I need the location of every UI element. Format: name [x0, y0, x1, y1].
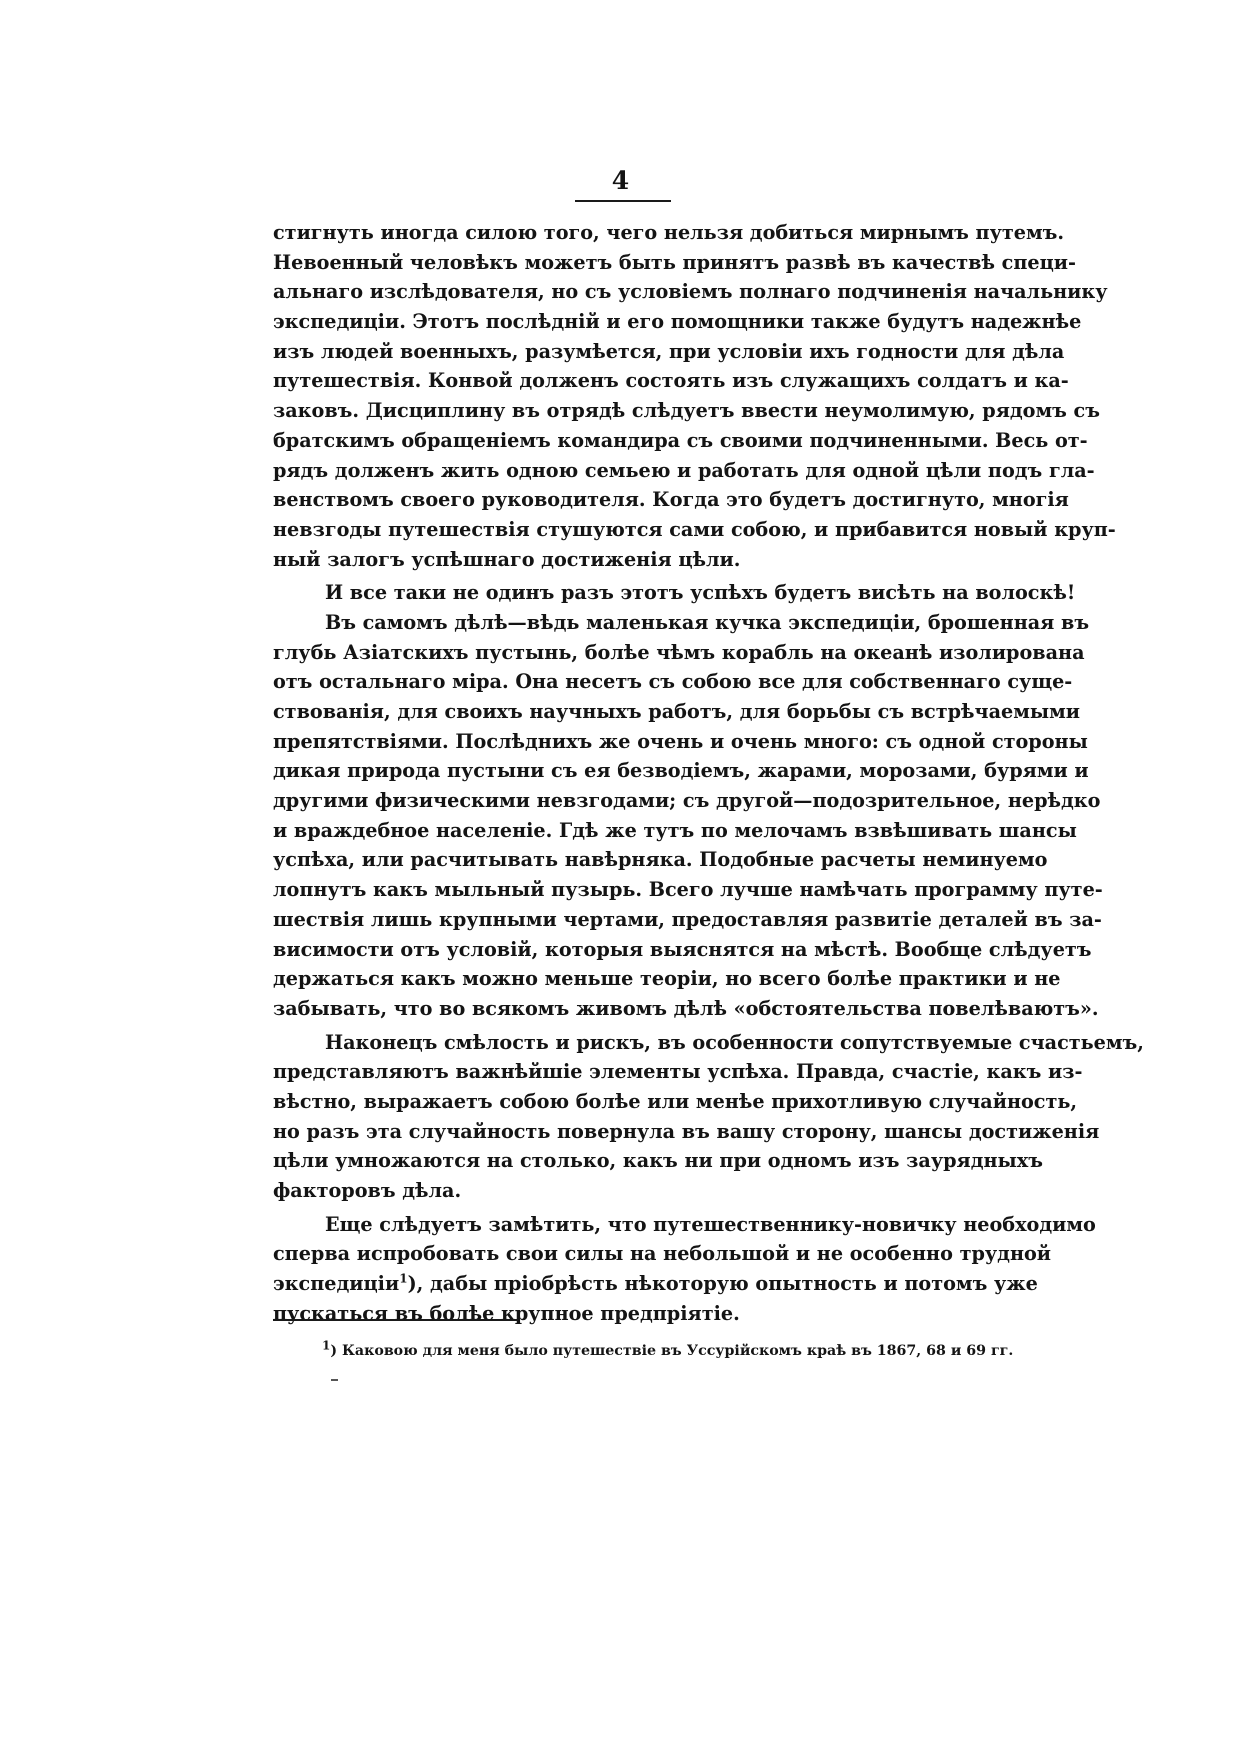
text-line-with-footnote	[273, 1269, 1038, 1299]
text-line: экспедиціи. Этотъ послѣдній и его помощники также будутъ надежнѣе	[273, 310, 1082, 334]
text-line: изъ людей военныхъ, разумѣется, при условіи ихъ годности для дѣла	[273, 339, 1065, 363]
text-line: ный залогъ успѣшнаго достиженія цѣли.	[273, 547, 741, 571]
text-line: Наконецъ смѣлость и рискъ, въ особенности сопутствуемые счастьемъ,	[325, 1030, 1144, 1054]
paragraph	[273, 1210, 1096, 1329]
text-line: заковъ. Дисциплину въ отрядѣ слѣдуетъ ввести неумолимую, рядомъ съ	[273, 399, 1100, 423]
text-line: Въ самомъ дѣлѣ—вѣдь маленькая кучка экспедиціи, брошенная въ	[325, 610, 1090, 634]
footnote	[322, 1338, 1014, 1361]
paragraph	[273, 218, 1116, 574]
text-fragment: ), дабы пріобрѣсть нѣкоторую опытность и потомъ уже	[407, 1272, 1038, 1296]
text-line: ствованія, для своихъ научныхъ работъ, для борьбы съ встрѣчаемыми	[273, 700, 1081, 723]
text-line: лопнутъ какъ мыльный пузырь. Всего лучше намѣчать программу путе-	[273, 878, 1103, 902]
text-line: дикая природа пустыни съ ея безводіемъ, жарами, морозами, бурями и	[273, 759, 1089, 783]
text-line: Еще слѣдуетъ замѣтить, что путешественнику-новичку необходимо	[325, 1212, 1096, 1236]
text-line: глубь Азіатскихъ пустынь, болѣе чѣмъ корабль на океанѣ изолирована	[273, 640, 1085, 664]
text-line: держаться какъ можно меньше теоріи, но всего болѣе практики и не	[273, 967, 1061, 991]
text-line: забывать, что во всякомъ живомъ дѣлѣ «обстоятельства повелѣваютъ».	[273, 996, 1099, 1020]
text-line: вѣстно, выражаетъ собою болѣе или менѣе прихотливую случайность,	[273, 1089, 1078, 1113]
paragraph	[273, 1028, 1144, 1206]
text-line: пускаться въ болѣе крупное предпріятіе.	[273, 1301, 740, 1325]
text-line: путешествія. Конвой долженъ состоять изъ служащихъ солдатъ и ка-	[273, 369, 1069, 393]
text-line: отъ остальнаго міра. Она несетъ съ собою все для собственнаго суще-	[273, 670, 1073, 694]
paragraph	[273, 578, 1076, 608]
text-line: И все таки не одинъ разъ этотъ успѣхъ будетъ висѣть на волоскѣ!	[325, 581, 1076, 605]
text-line: братскимъ обращеніемъ командира съ своими подчиненными. Весь от-	[273, 428, 1088, 452]
text-line: цѣли умножаются на столько, какъ ни при одномъ изъ заурядныхъ	[273, 1149, 1043, 1173]
text-line: но разъ эта случайность повернула въ вашу сторону, шансы достиженія	[273, 1119, 1100, 1143]
text-line: представляютъ важнѣйшіе элементы успѣха. Правда, счастіе, какъ из-	[273, 1060, 1083, 1084]
text-line: препятствіями. Послѣднихъ же очень и очень много: съ одной стороны	[273, 729, 1088, 753]
text-line: и враждебное населеніе. Гдѣ же тутъ по мелочамъ взвѣшивать шансы	[273, 818, 1077, 842]
footnote-separator	[273, 1319, 518, 1321]
text-line: невзгоды путешествія стушуются сами собою, и прибавится новый круп-	[273, 517, 1116, 541]
text-line: другими физическими невзгодами; съ другой—подозрительное, нерѣдко	[273, 789, 1101, 813]
paragraph	[273, 608, 1103, 1024]
footnote-text: ) Каковою для меня было путешествіе въ Уссурійскомъ краѣ въ 1867, 68 и 69 гг.	[330, 1343, 1014, 1359]
text-line: факторовъ дѣла.	[273, 1179, 462, 1202]
text-line: альнаго изслѣдователя, но съ условіемъ полнаго подчиненія начальнику	[273, 280, 1108, 304]
text-line: сперва испробовать свои силы на небольшой и не особенно трудной	[273, 1242, 1052, 1266]
print-speck	[331, 1379, 338, 1381]
text-line: венствомъ своего руководителя. Когда это будетъ достигнуто, многія	[273, 488, 1069, 512]
footnote-reference[interactable]: 1	[399, 1271, 408, 1286]
body-text	[273, 218, 1144, 1328]
text-line: стигнуть иногда силою того, чего нельзя добиться мирнымъ путемъ.	[273, 221, 1065, 244]
text-line: висимости отъ условій, которыя выяснятся на мѣстѣ. Вообще слѣдуетъ	[273, 937, 1092, 961]
text-line: рядъ долженъ жить одною семьею и работать для одной цѣли подъ гла-	[273, 458, 1095, 482]
page-number: 4	[611, 166, 630, 195]
page-number-rule	[575, 200, 671, 202]
text-line: успѣха, или расчитывать навѣрняка. Подобные расчеты неминуемо	[273, 848, 1048, 872]
footnote-marker: 1	[322, 1338, 331, 1353]
text-line: шествія лишь крупными чертами, предоставляя развитіе деталей въ за-	[273, 907, 1102, 931]
text-line: Невоенный человѣкъ можетъ быть принятъ развѣ въ качествѣ специ-	[273, 250, 1076, 274]
text-fragment: экспедиціи	[273, 1272, 400, 1296]
